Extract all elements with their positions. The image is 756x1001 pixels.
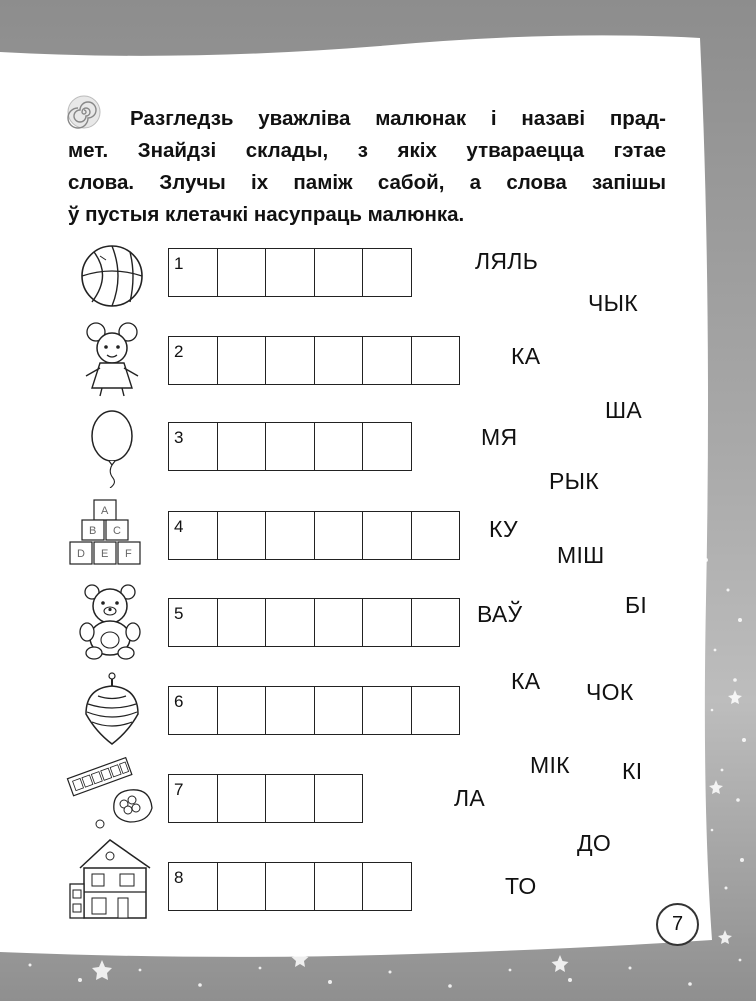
instruction-line: Разгледзь уважліва малюнак і назаві прад-: [130, 107, 666, 130]
letter-cell[interactable]: [266, 249, 315, 296]
syllable[interactable]: БІ: [625, 592, 648, 618]
syllable[interactable]: КІ: [622, 758, 643, 784]
answer-grid-8: [168, 862, 412, 911]
row-number: 3: [174, 428, 184, 447]
syllable[interactable]: РЫК: [549, 468, 599, 494]
syllable[interactable]: ША: [605, 397, 643, 423]
dollhouse-icon: [66, 832, 158, 924]
letter-cell[interactable]: [363, 337, 412, 384]
page-number: 7: [656, 903, 699, 946]
syllable[interactable]: ЛА: [454, 785, 486, 811]
letter-cell[interactable]: [218, 337, 267, 384]
answer-grid-4: [168, 511, 460, 560]
letter-cell[interactable]: [363, 423, 411, 470]
syllable[interactable]: ЧОК: [586, 679, 634, 705]
letter-cell[interactable]: [169, 249, 218, 296]
letter-cell[interactable]: [363, 687, 412, 734]
row-number: 4: [174, 517, 184, 536]
svg-text:D: D: [77, 548, 85, 560]
balloon-icon: [72, 408, 152, 488]
row-number: 5: [174, 604, 184, 623]
teddy-bear-icon: [70, 580, 150, 660]
doll-icon: [72, 318, 152, 398]
svg-text:A: A: [101, 505, 109, 517]
row-number: 8: [174, 868, 184, 887]
instruction-line: слова. Злучы іх паміж сабой, а слова запішы: [68, 171, 666, 194]
syllable[interactable]: КА: [511, 343, 541, 369]
letter-cell[interactable]: [315, 249, 364, 296]
instruction-line: ў пустыя клетачкі насупраць малюнка.: [68, 203, 465, 226]
syllable[interactable]: ЧЫК: [588, 290, 638, 316]
letter-cell[interactable]: [218, 249, 267, 296]
syllable[interactable]: КУ: [489, 516, 518, 542]
letter-cell[interactable]: [266, 337, 315, 384]
marbles-icon: [64, 750, 160, 834]
letter-cell[interactable]: [315, 423, 364, 470]
syllable[interactable]: ТО: [505, 873, 537, 899]
row-number: 6: [174, 692, 184, 711]
letter-cell[interactable]: [218, 512, 267, 559]
letter-cell[interactable]: [315, 863, 364, 910]
instruction-line: мет. Знайдзі склады, з якіх утвараецца гэтае: [68, 139, 666, 162]
answer-grid-5: [168, 598, 460, 647]
letter-cell[interactable]: [266, 687, 315, 734]
letter-cell[interactable]: [169, 775, 218, 822]
letter-cell[interactable]: [218, 863, 267, 910]
letter-cell[interactable]: [266, 512, 315, 559]
letter-cell[interactable]: [169, 599, 218, 646]
letter-cell[interactable]: [363, 512, 412, 559]
row-number: 7: [174, 780, 184, 799]
instruction-text: [68, 103, 666, 231]
letter-cell[interactable]: [266, 775, 315, 822]
svg-text:B: B: [89, 525, 97, 537]
letter-cell[interactable]: [315, 337, 364, 384]
letter-cell[interactable]: [315, 687, 364, 734]
spinning-top-icon: [72, 670, 152, 750]
svg-text:F: F: [125, 548, 132, 560]
answer-grid-6: [168, 686, 460, 735]
letter-cell[interactable]: [315, 775, 363, 822]
answer-grid-2: [168, 336, 460, 385]
answer-grid-3: [168, 422, 412, 471]
syllable[interactable]: ДО: [577, 830, 612, 856]
letter-cell[interactable]: [169, 423, 218, 470]
letter-cell[interactable]: [412, 599, 460, 646]
syllable[interactable]: ВАЎ: [477, 601, 523, 627]
letter-cell[interactable]: [169, 863, 218, 910]
letter-cell[interactable]: [363, 249, 411, 296]
letter-cell[interactable]: [363, 599, 412, 646]
letter-cell[interactable]: [218, 599, 267, 646]
row-number: 2: [174, 342, 184, 361]
letter-cell[interactable]: [315, 512, 364, 559]
letter-cell[interactable]: [169, 687, 218, 734]
letter-cell[interactable]: [218, 423, 267, 470]
letter-cell[interactable]: [412, 337, 460, 384]
answer-grid-1: [168, 248, 412, 297]
answer-grid-7: [168, 774, 363, 823]
row-number: 1: [174, 254, 184, 273]
letter-cell[interactable]: [315, 599, 364, 646]
letter-cell[interactable]: [412, 512, 460, 559]
syllable[interactable]: ЛЯЛЬ: [475, 248, 539, 274]
syllable[interactable]: КА: [511, 668, 541, 694]
ball-icon: [72, 236, 152, 316]
svg-text:E: E: [101, 548, 109, 560]
syllable[interactable]: МІК: [530, 752, 570, 778]
letter-cell[interactable]: [266, 599, 315, 646]
letter-cell[interactable]: [218, 775, 267, 822]
letter-cell[interactable]: [169, 337, 218, 384]
letter-cell[interactable]: [266, 863, 315, 910]
letter-cell[interactable]: [169, 512, 218, 559]
syllable[interactable]: МІШ: [557, 542, 605, 568]
svg-text:C: C: [113, 525, 121, 537]
letter-cell[interactable]: [218, 687, 267, 734]
blocks-icon: [64, 494, 148, 578]
letter-cell[interactable]: [363, 863, 411, 910]
letter-cell[interactable]: [412, 687, 460, 734]
syllable[interactable]: МЯ: [481, 424, 518, 450]
letter-cell[interactable]: [266, 423, 315, 470]
